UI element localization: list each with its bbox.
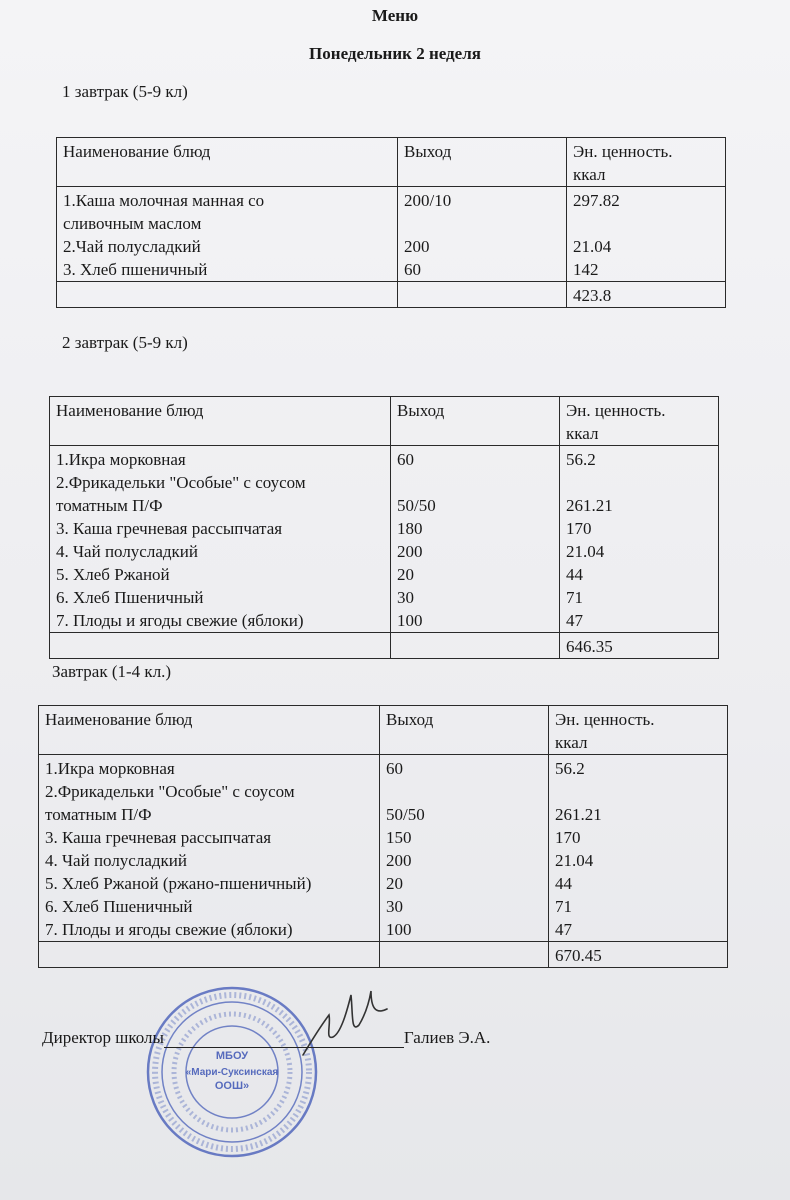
total-energy: 423.8 <box>567 282 726 308</box>
cell-line: 1.Икра морковная <box>56 450 186 469</box>
header-energy: Эн. ценность. ккал <box>560 397 719 446</box>
total-energy: 646.35 <box>560 633 719 659</box>
cell-line: 44 <box>566 565 583 584</box>
cell-line: 5. Хлеб Ржаной <box>56 565 170 584</box>
cell-line <box>566 471 714 494</box>
cell-line: 56.2 <box>555 759 585 778</box>
cell-line: 21.04 <box>555 851 594 870</box>
cell-line: 6. Хлеб Пшеничный <box>45 897 193 916</box>
cell-line: 100 <box>397 611 423 630</box>
cell-line: 71 <box>566 588 583 607</box>
dish-names <box>57 187 398 282</box>
page-title: Меню <box>371 6 419 25</box>
cell-line: 60 <box>397 450 414 469</box>
menu-table-3 <box>38 705 728 968</box>
cell-line: 142 <box>573 260 599 279</box>
cell-line: 47 <box>566 611 583 630</box>
cell-line: 170 <box>566 519 592 538</box>
section-label-3: Завтрак (1-4 кл.) <box>52 662 172 681</box>
cell-line <box>397 471 555 494</box>
signature-name: Галиев Э.А. <box>403 1028 491 1047</box>
header-energy: Эн. ценность. ккал <box>567 138 726 187</box>
cell-line: 60 <box>404 260 421 279</box>
menu-table-1 <box>56 137 726 308</box>
cell-line: 200/10 <box>404 191 452 210</box>
cell-line: 60 <box>386 759 403 778</box>
cell-line: 50/50 <box>386 805 425 824</box>
dish-energy <box>549 755 728 942</box>
cell-line: 297.82 <box>573 191 620 210</box>
header-energy: Эн. ценность. ккал <box>549 706 728 755</box>
menu-table-2 <box>49 396 719 659</box>
stamp-line-2: «Мари-Суксинская <box>185 1067 279 1078</box>
header-name: Наименование блюд <box>39 706 380 755</box>
header-output: Выход <box>391 397 560 446</box>
dish-energy <box>560 446 719 633</box>
table-row <box>50 446 719 633</box>
cell-line: 1.Икра морковная <box>45 759 175 778</box>
cell-line <box>573 212 721 235</box>
cell-line: 2.Фрикадельки "Особые" с соусом <box>45 782 295 801</box>
cell-line: 3. Каша гречневая рассыпчатая <box>45 828 272 847</box>
stamp-line-1: МБОУ <box>215 1050 249 1062</box>
cell-line: 20 <box>397 565 414 584</box>
dish-outputs <box>380 755 549 942</box>
cell-line: 4. Чай полусладкий <box>45 851 187 870</box>
cell-line: 170 <box>555 828 581 847</box>
signature-line <box>42 1028 490 1048</box>
total-empty-1 <box>39 942 380 968</box>
header-output: Выход <box>380 706 549 755</box>
cell-line: 20 <box>386 874 403 893</box>
school-stamp <box>145 985 320 1160</box>
cell-line <box>555 780 723 803</box>
dish-outputs <box>391 446 560 633</box>
cell-line: 4. Чай полусладкий <box>56 542 198 561</box>
cell-line: 44 <box>555 874 572 893</box>
page-subtitle: Понедельник 2 неделя <box>309 44 481 63</box>
dish-names <box>50 446 391 633</box>
cell-line: 21.04 <box>573 237 612 256</box>
cell-line: 150 <box>386 828 412 847</box>
dish-names <box>39 755 380 942</box>
total-row <box>50 633 719 659</box>
header-name: Наименование блюд <box>57 138 398 187</box>
cell-line: 30 <box>397 588 414 607</box>
signature-role: Директор школы <box>42 1028 164 1047</box>
total-row <box>39 942 728 968</box>
cell-line: 3. Хлеб пшеничный <box>63 260 208 279</box>
cell-line: 200 <box>386 851 412 870</box>
table-row <box>57 187 726 282</box>
cell-line: 3. Каша гречневая рассыпчатая <box>56 519 283 538</box>
total-empty-2 <box>391 633 560 659</box>
total-energy: 670.45 <box>549 942 728 968</box>
header-output: Выход <box>398 138 567 187</box>
cell-line: 7. Плоды и ягоды свежие (яблоки) <box>56 611 304 630</box>
cell-line: 7. Плоды и ягоды свежие (яблоки) <box>45 920 293 939</box>
cell-line: 2.Фрикадельки "Особые" с соусом <box>56 473 306 492</box>
cell-line: 100 <box>386 920 412 939</box>
cell-line: 261.21 <box>566 496 613 515</box>
dish-outputs <box>398 187 567 282</box>
cell-line <box>386 780 544 803</box>
signature-scribble <box>295 985 395 1065</box>
cell-line: 261.21 <box>555 805 602 824</box>
stamp-line-3: ООШ» <box>214 1080 250 1092</box>
cell-line: 50/50 <box>397 496 436 515</box>
section-label-2: 2 завтрак (5-9 кл) <box>62 333 188 352</box>
cell-line <box>404 212 562 235</box>
cell-line: 6. Хлеб Пшеничный <box>56 588 204 607</box>
table-header-row <box>50 397 719 446</box>
cell-line: 1.Каша молочная манная со <box>63 191 265 210</box>
cell-line: 30 <box>386 897 403 916</box>
total-empty-1 <box>57 282 398 308</box>
total-empty-2 <box>380 942 549 968</box>
dish-energy <box>567 187 726 282</box>
total-empty-1 <box>50 633 391 659</box>
total-empty-2 <box>398 282 567 308</box>
header-name: Наименование блюд <box>50 397 391 446</box>
cell-line: 47 <box>555 920 572 939</box>
signature-underline <box>164 1029 404 1048</box>
table-header-row <box>57 138 726 187</box>
section-label-1: 1 завтрак (5-9 кл) <box>62 82 188 101</box>
cell-line: 180 <box>397 519 423 538</box>
cell-line: томатным П/Ф <box>56 496 163 515</box>
cell-line: сливочным маслом <box>63 214 202 233</box>
cell-line: 56.2 <box>566 450 596 469</box>
total-row <box>57 282 726 308</box>
table-row <box>39 755 728 942</box>
cell-line: 71 <box>555 897 572 916</box>
cell-line: 200 <box>404 237 430 256</box>
cell-line: томатным П/Ф <box>45 805 152 824</box>
cell-line: 5. Хлеб Ржаной (ржано-пшеничный) <box>45 874 312 893</box>
table-header-row <box>39 706 728 755</box>
cell-line: 2.Чай полусладкий <box>63 237 201 256</box>
cell-line: 21.04 <box>566 542 605 561</box>
cell-line: 200 <box>397 542 423 561</box>
